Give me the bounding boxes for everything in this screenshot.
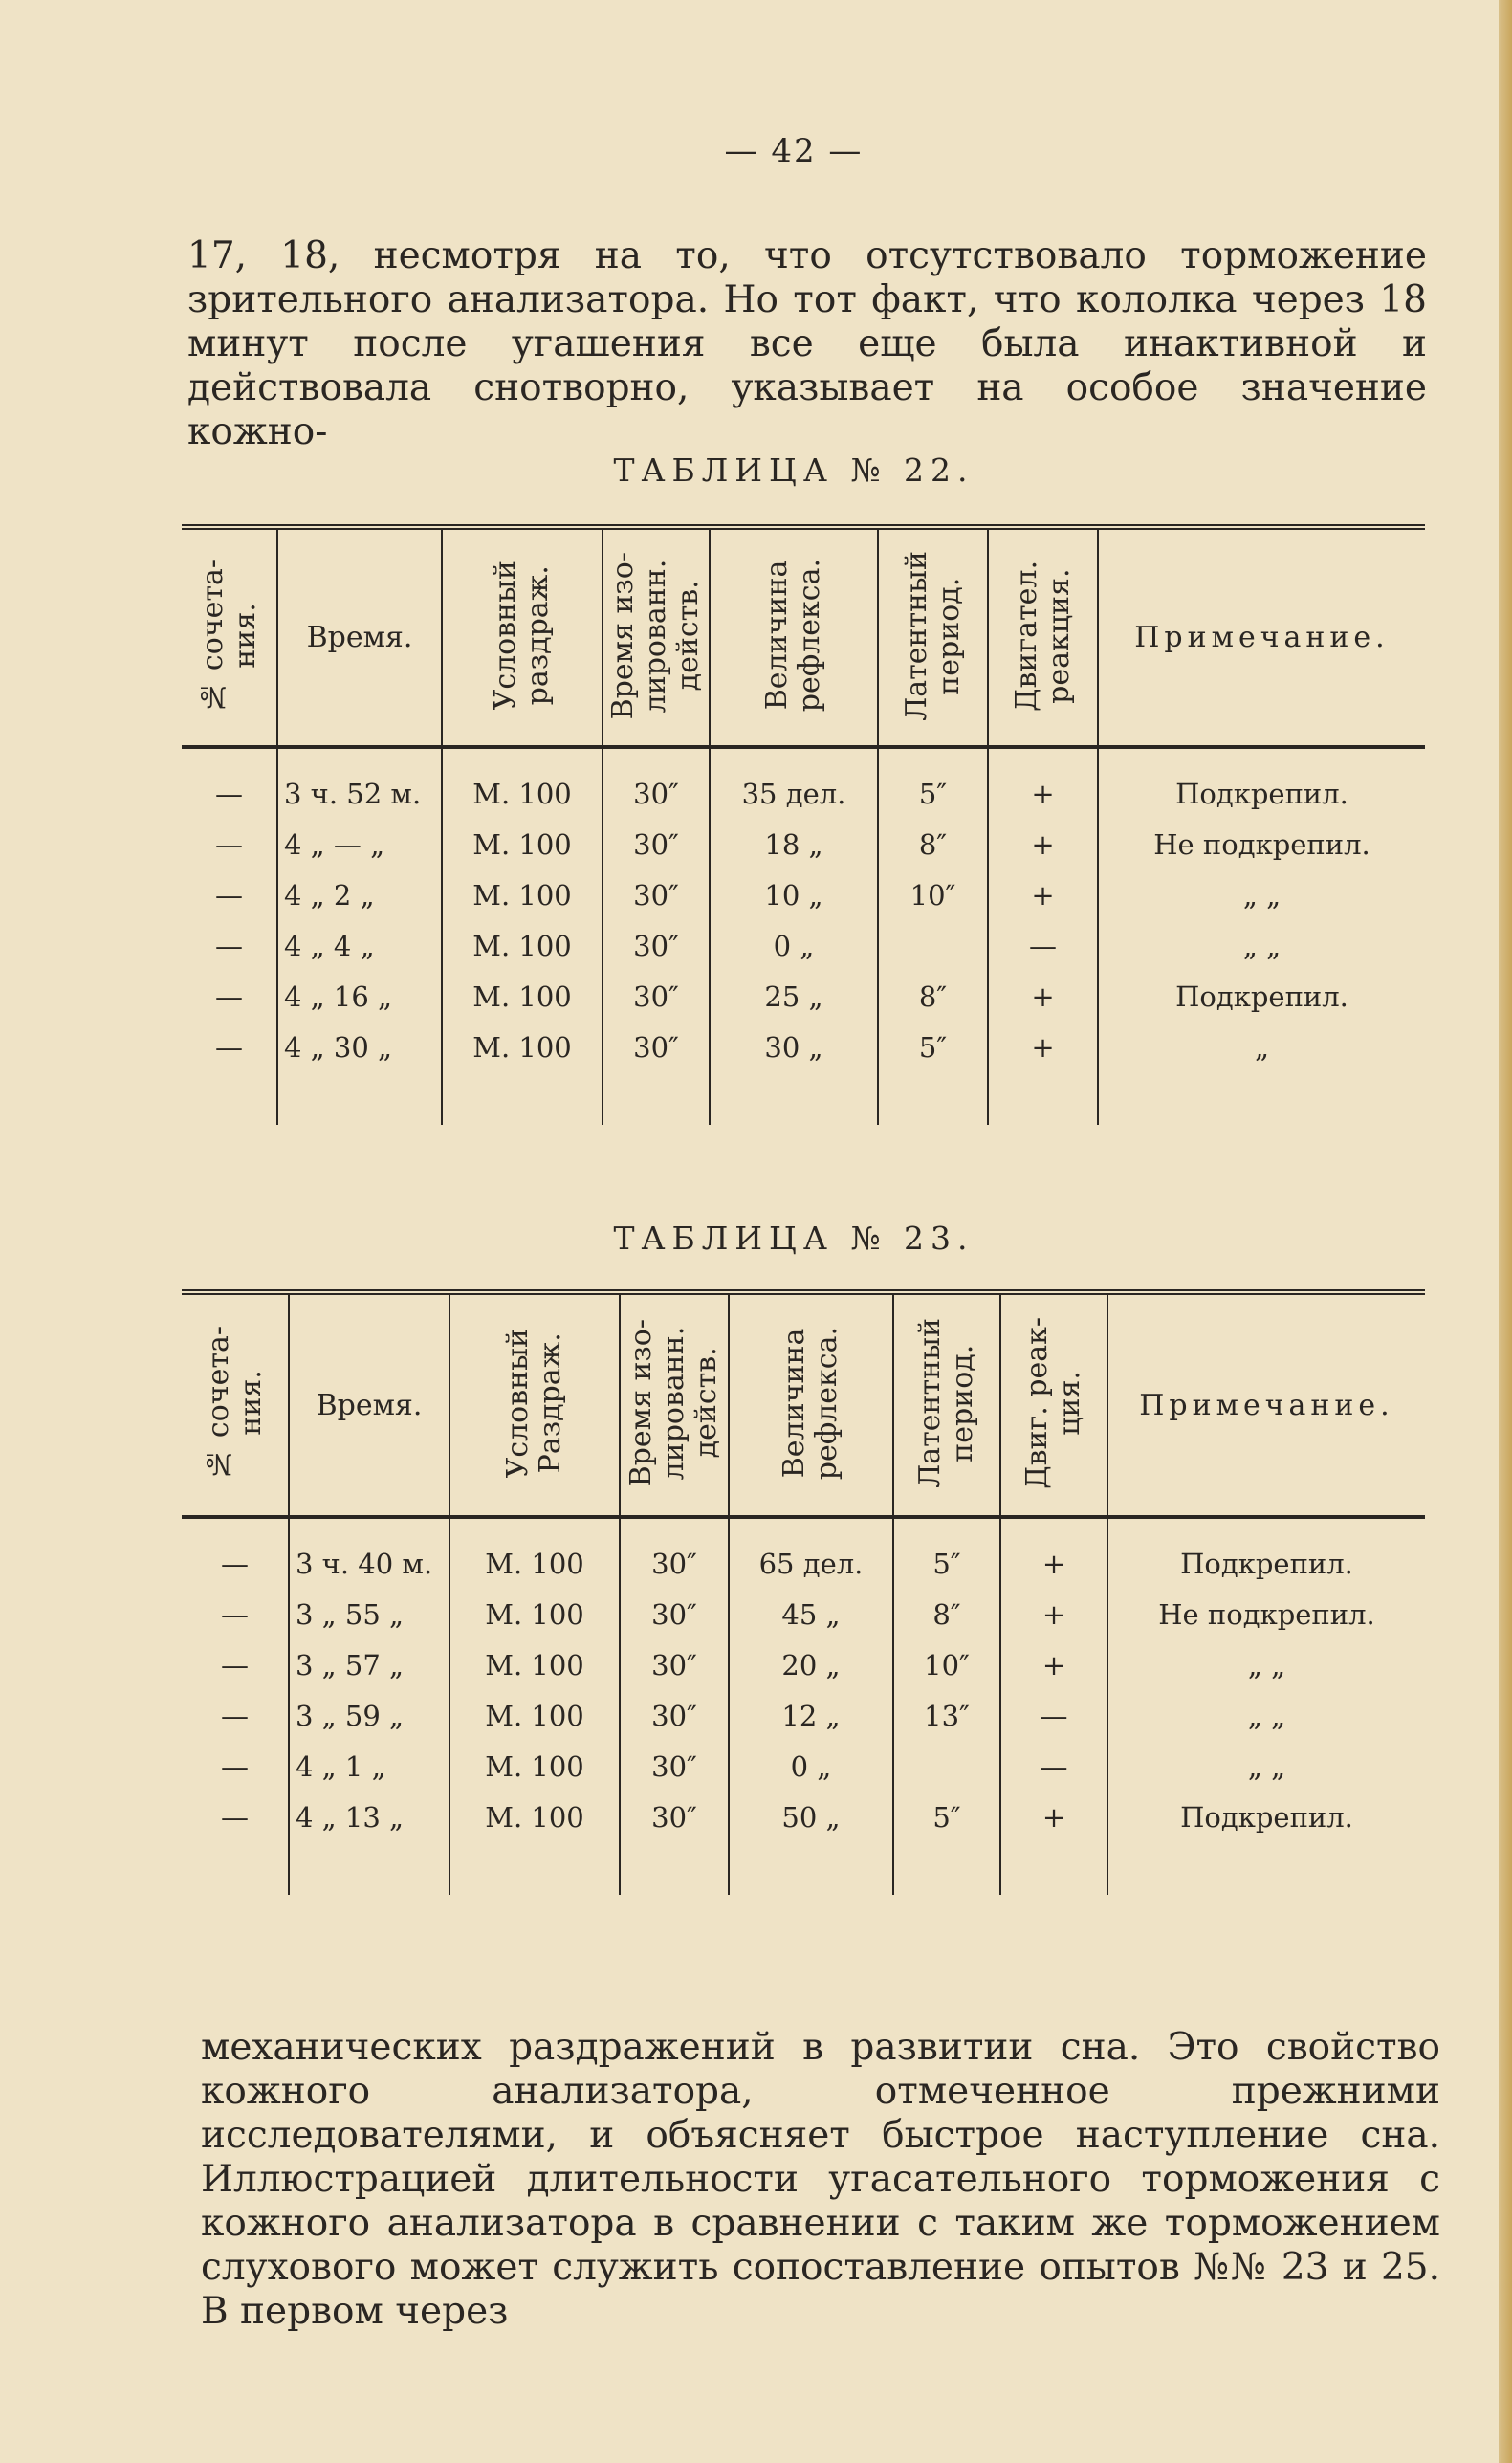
cell-note: Подкрепил. bbox=[1107, 1517, 1425, 1589]
cell-time: 4 „ 13 „ bbox=[289, 1792, 449, 1842]
table-row bbox=[182, 1022, 1425, 1072]
cell-stimulus: М. 100 bbox=[442, 971, 603, 1022]
cell-magnitude: 65 дел. bbox=[729, 1517, 893, 1589]
table-23-title: ТАБЛИЦА № 23. bbox=[613, 1220, 975, 1257]
cell-latent bbox=[893, 1741, 1000, 1792]
cell-latent: 5″ bbox=[893, 1792, 1000, 1842]
header-note: Примечание. bbox=[1107, 1292, 1425, 1517]
cell-no: — bbox=[215, 777, 243, 810]
header-latent: Латентный период. bbox=[878, 527, 988, 747]
cell-stimulus: М. 100 bbox=[442, 1022, 603, 1072]
header-motor: Двиг. реак- ция. bbox=[1000, 1292, 1107, 1517]
cell-note: Не подкрепил. bbox=[1098, 819, 1425, 869]
cell-note: „ „ bbox=[1098, 920, 1425, 971]
cell-magnitude: 0 „ bbox=[710, 920, 878, 971]
paragraph-top: 17, 18, несмотря на то, что отсутствовало торможение зрительного анализатора. Но тот факт, что кололка через 18 минут после угашения все еще была инактивной и действовала снотворно, указывает на особое значение кожно- bbox=[187, 234, 1427, 453]
table-row bbox=[182, 869, 1425, 920]
cell-motor: — bbox=[1000, 1741, 1107, 1792]
cell-isolated: 30″ bbox=[620, 1589, 729, 1639]
table-row bbox=[182, 1690, 1425, 1741]
cell-isolated: 30″ bbox=[603, 819, 710, 869]
cell-note: Не подкрепил. bbox=[1107, 1589, 1425, 1639]
header-magnitude: Величина рефлекса. bbox=[729, 1292, 893, 1517]
cell-isolated: 30″ bbox=[620, 1741, 729, 1792]
cell-note: Подкрепил. bbox=[1098, 971, 1425, 1022]
header-magnitude: Величина рефлекса. bbox=[710, 527, 878, 747]
cell-no: — bbox=[221, 1547, 249, 1580]
table-22-title: ТАБЛИЦА № 22. bbox=[613, 451, 975, 489]
table-23-header-row bbox=[182, 1292, 1425, 1517]
cell-time: 4 „ — „ bbox=[277, 819, 442, 869]
cell-motor: + bbox=[988, 1022, 1098, 1072]
cell-motor: + bbox=[988, 819, 1098, 869]
header-no: № сочета- ния. bbox=[182, 527, 277, 747]
cell-motor: — bbox=[988, 920, 1098, 971]
cell-magnitude: 45 „ bbox=[729, 1589, 893, 1639]
cell-latent: 5″ bbox=[878, 1022, 988, 1072]
cell-isolated: 30″ bbox=[620, 1517, 729, 1589]
cell-latent bbox=[878, 920, 988, 971]
cell-time: 4 „ 16 „ bbox=[277, 971, 442, 1022]
cell-latent: 5″ bbox=[878, 747, 988, 819]
table-row bbox=[182, 920, 1425, 971]
table-row bbox=[182, 1639, 1425, 1690]
header-motor: Двигател. реакция. bbox=[988, 527, 1098, 747]
cell-time: 4 „ 2 „ bbox=[277, 869, 442, 920]
cell-no: — bbox=[221, 1597, 249, 1631]
cell-note: Подкрепил. bbox=[1098, 747, 1425, 819]
cell-no: — bbox=[215, 979, 243, 1013]
cell-motor: + bbox=[988, 869, 1098, 920]
cell-note: „ „ bbox=[1107, 1639, 1425, 1690]
cell-no: — bbox=[215, 1030, 243, 1064]
page-edge bbox=[1499, 0, 1512, 2463]
cell-motor: + bbox=[1000, 1639, 1107, 1690]
cell-stimulus: М. 100 bbox=[442, 747, 603, 819]
cell-stimulus: М. 100 bbox=[449, 1639, 620, 1690]
cell-isolated: 30″ bbox=[603, 869, 710, 920]
cell-magnitude: 18 „ bbox=[710, 819, 878, 869]
table-filler-row bbox=[182, 1842, 1425, 1895]
cell-magnitude: 10 „ bbox=[710, 869, 878, 920]
cell-stimulus: М. 100 bbox=[449, 1589, 620, 1639]
table-row bbox=[182, 1792, 1425, 1842]
table-22 bbox=[182, 524, 1425, 1125]
cell-note: „ „ bbox=[1107, 1690, 1425, 1741]
table-23 bbox=[182, 1289, 1425, 1895]
cell-note: „ „ bbox=[1098, 869, 1425, 920]
cell-magnitude: 35 дел. bbox=[710, 747, 878, 819]
cell-note: „ bbox=[1098, 1022, 1425, 1072]
cell-stimulus: М. 100 bbox=[442, 869, 603, 920]
header-isolated: Время изо- лированн. действ. bbox=[620, 1292, 729, 1517]
cell-latent: 13″ bbox=[893, 1690, 1000, 1741]
cell-stimulus: М. 100 bbox=[449, 1690, 620, 1741]
cell-note: „ „ bbox=[1107, 1741, 1425, 1792]
cell-time: 3 „ 57 „ bbox=[289, 1639, 449, 1690]
table-row bbox=[182, 1741, 1425, 1792]
cell-isolated: 30″ bbox=[620, 1690, 729, 1741]
cell-motor: + bbox=[988, 971, 1098, 1022]
cell-magnitude: 0 „ bbox=[729, 1741, 893, 1792]
cell-isolated: 30″ bbox=[603, 920, 710, 971]
cell-isolated: 30″ bbox=[603, 747, 710, 819]
cell-stimulus: М. 100 bbox=[442, 819, 603, 869]
cell-isolated: 30″ bbox=[620, 1792, 729, 1842]
cell-no: — bbox=[221, 1800, 249, 1834]
cell-stimulus: М. 100 bbox=[449, 1792, 620, 1842]
cell-latent: 5″ bbox=[893, 1517, 1000, 1589]
cell-motor: + bbox=[1000, 1517, 1107, 1589]
cell-no: — bbox=[221, 1749, 249, 1783]
cell-isolated: 30″ bbox=[603, 971, 710, 1022]
table-22-header-row bbox=[182, 527, 1425, 747]
cell-time: 3 ч. 52 м. bbox=[277, 747, 442, 819]
cell-motor: — bbox=[1000, 1690, 1107, 1741]
table-row bbox=[182, 819, 1425, 869]
cell-time: 4 „ 4 „ bbox=[277, 920, 442, 971]
paragraph-bottom: механических раздражений в развитии сна. Это свойство кожного анализатора, отмеченное прежними исследователями, и объясняет быстрое наступление сна. Иллюстрацией длительности угасательного торможения с кожного анализатора в сравнении с таким же торможением слухового может служить сопоставление опытов №№ 23 и 25. В первом через bbox=[201, 2026, 1440, 2333]
cell-latent: 10″ bbox=[878, 869, 988, 920]
page-number: — 42 — bbox=[724, 132, 864, 170]
cell-motor: + bbox=[988, 747, 1098, 819]
cell-stimulus: М. 100 bbox=[449, 1517, 620, 1589]
cell-no: — bbox=[221, 1699, 249, 1732]
cell-time: 4 „ 30 „ bbox=[277, 1022, 442, 1072]
cell-stimulus: М. 100 bbox=[442, 920, 603, 971]
cell-no: — bbox=[215, 878, 243, 912]
table-row bbox=[182, 971, 1425, 1022]
cell-no: — bbox=[215, 827, 243, 861]
cell-magnitude: 25 „ bbox=[710, 971, 878, 1022]
cell-magnitude: 50 „ bbox=[729, 1792, 893, 1842]
cell-no: — bbox=[221, 1648, 249, 1682]
cell-time: 3 ч. 40 м. bbox=[289, 1517, 449, 1589]
table-filler-row bbox=[182, 1072, 1425, 1125]
cell-isolated: 30″ bbox=[603, 1022, 710, 1072]
cell-latent: 10″ bbox=[893, 1639, 1000, 1690]
cell-no: — bbox=[215, 929, 243, 962]
table-row bbox=[182, 1589, 1425, 1639]
header-note: Примечание. bbox=[1098, 527, 1425, 747]
cell-magnitude: 30 „ bbox=[710, 1022, 878, 1072]
cell-motor: + bbox=[1000, 1792, 1107, 1842]
cell-time: 3 „ 59 „ bbox=[289, 1690, 449, 1741]
cell-note: Подкрепил. bbox=[1107, 1792, 1425, 1842]
cell-magnitude: 12 „ bbox=[729, 1690, 893, 1741]
cell-magnitude: 20 „ bbox=[729, 1639, 893, 1690]
cell-isolated: 30″ bbox=[620, 1639, 729, 1690]
cell-latent: 8″ bbox=[878, 819, 988, 869]
table-row bbox=[182, 747, 1425, 819]
header-time: Время. bbox=[277, 527, 442, 747]
cell-motor: + bbox=[1000, 1589, 1107, 1639]
header-latent: Латентный период. bbox=[893, 1292, 1000, 1517]
header-time: Время. bbox=[289, 1292, 449, 1517]
header-no: № сочета- ния. bbox=[182, 1292, 289, 1517]
cell-time: 4 „ 1 „ bbox=[289, 1741, 449, 1792]
header-stimulus: Условный раздраж. bbox=[442, 527, 603, 747]
header-isolated: Время изо- лированн. действ. bbox=[603, 527, 710, 747]
table-row bbox=[182, 1517, 1425, 1589]
cell-latent: 8″ bbox=[893, 1589, 1000, 1639]
cell-time: 3 „ 55 „ bbox=[289, 1589, 449, 1639]
cell-latent: 8″ bbox=[878, 971, 988, 1022]
cell-stimulus: М. 100 bbox=[449, 1741, 620, 1792]
header-stimulus: Условный Раздраж. bbox=[449, 1292, 620, 1517]
